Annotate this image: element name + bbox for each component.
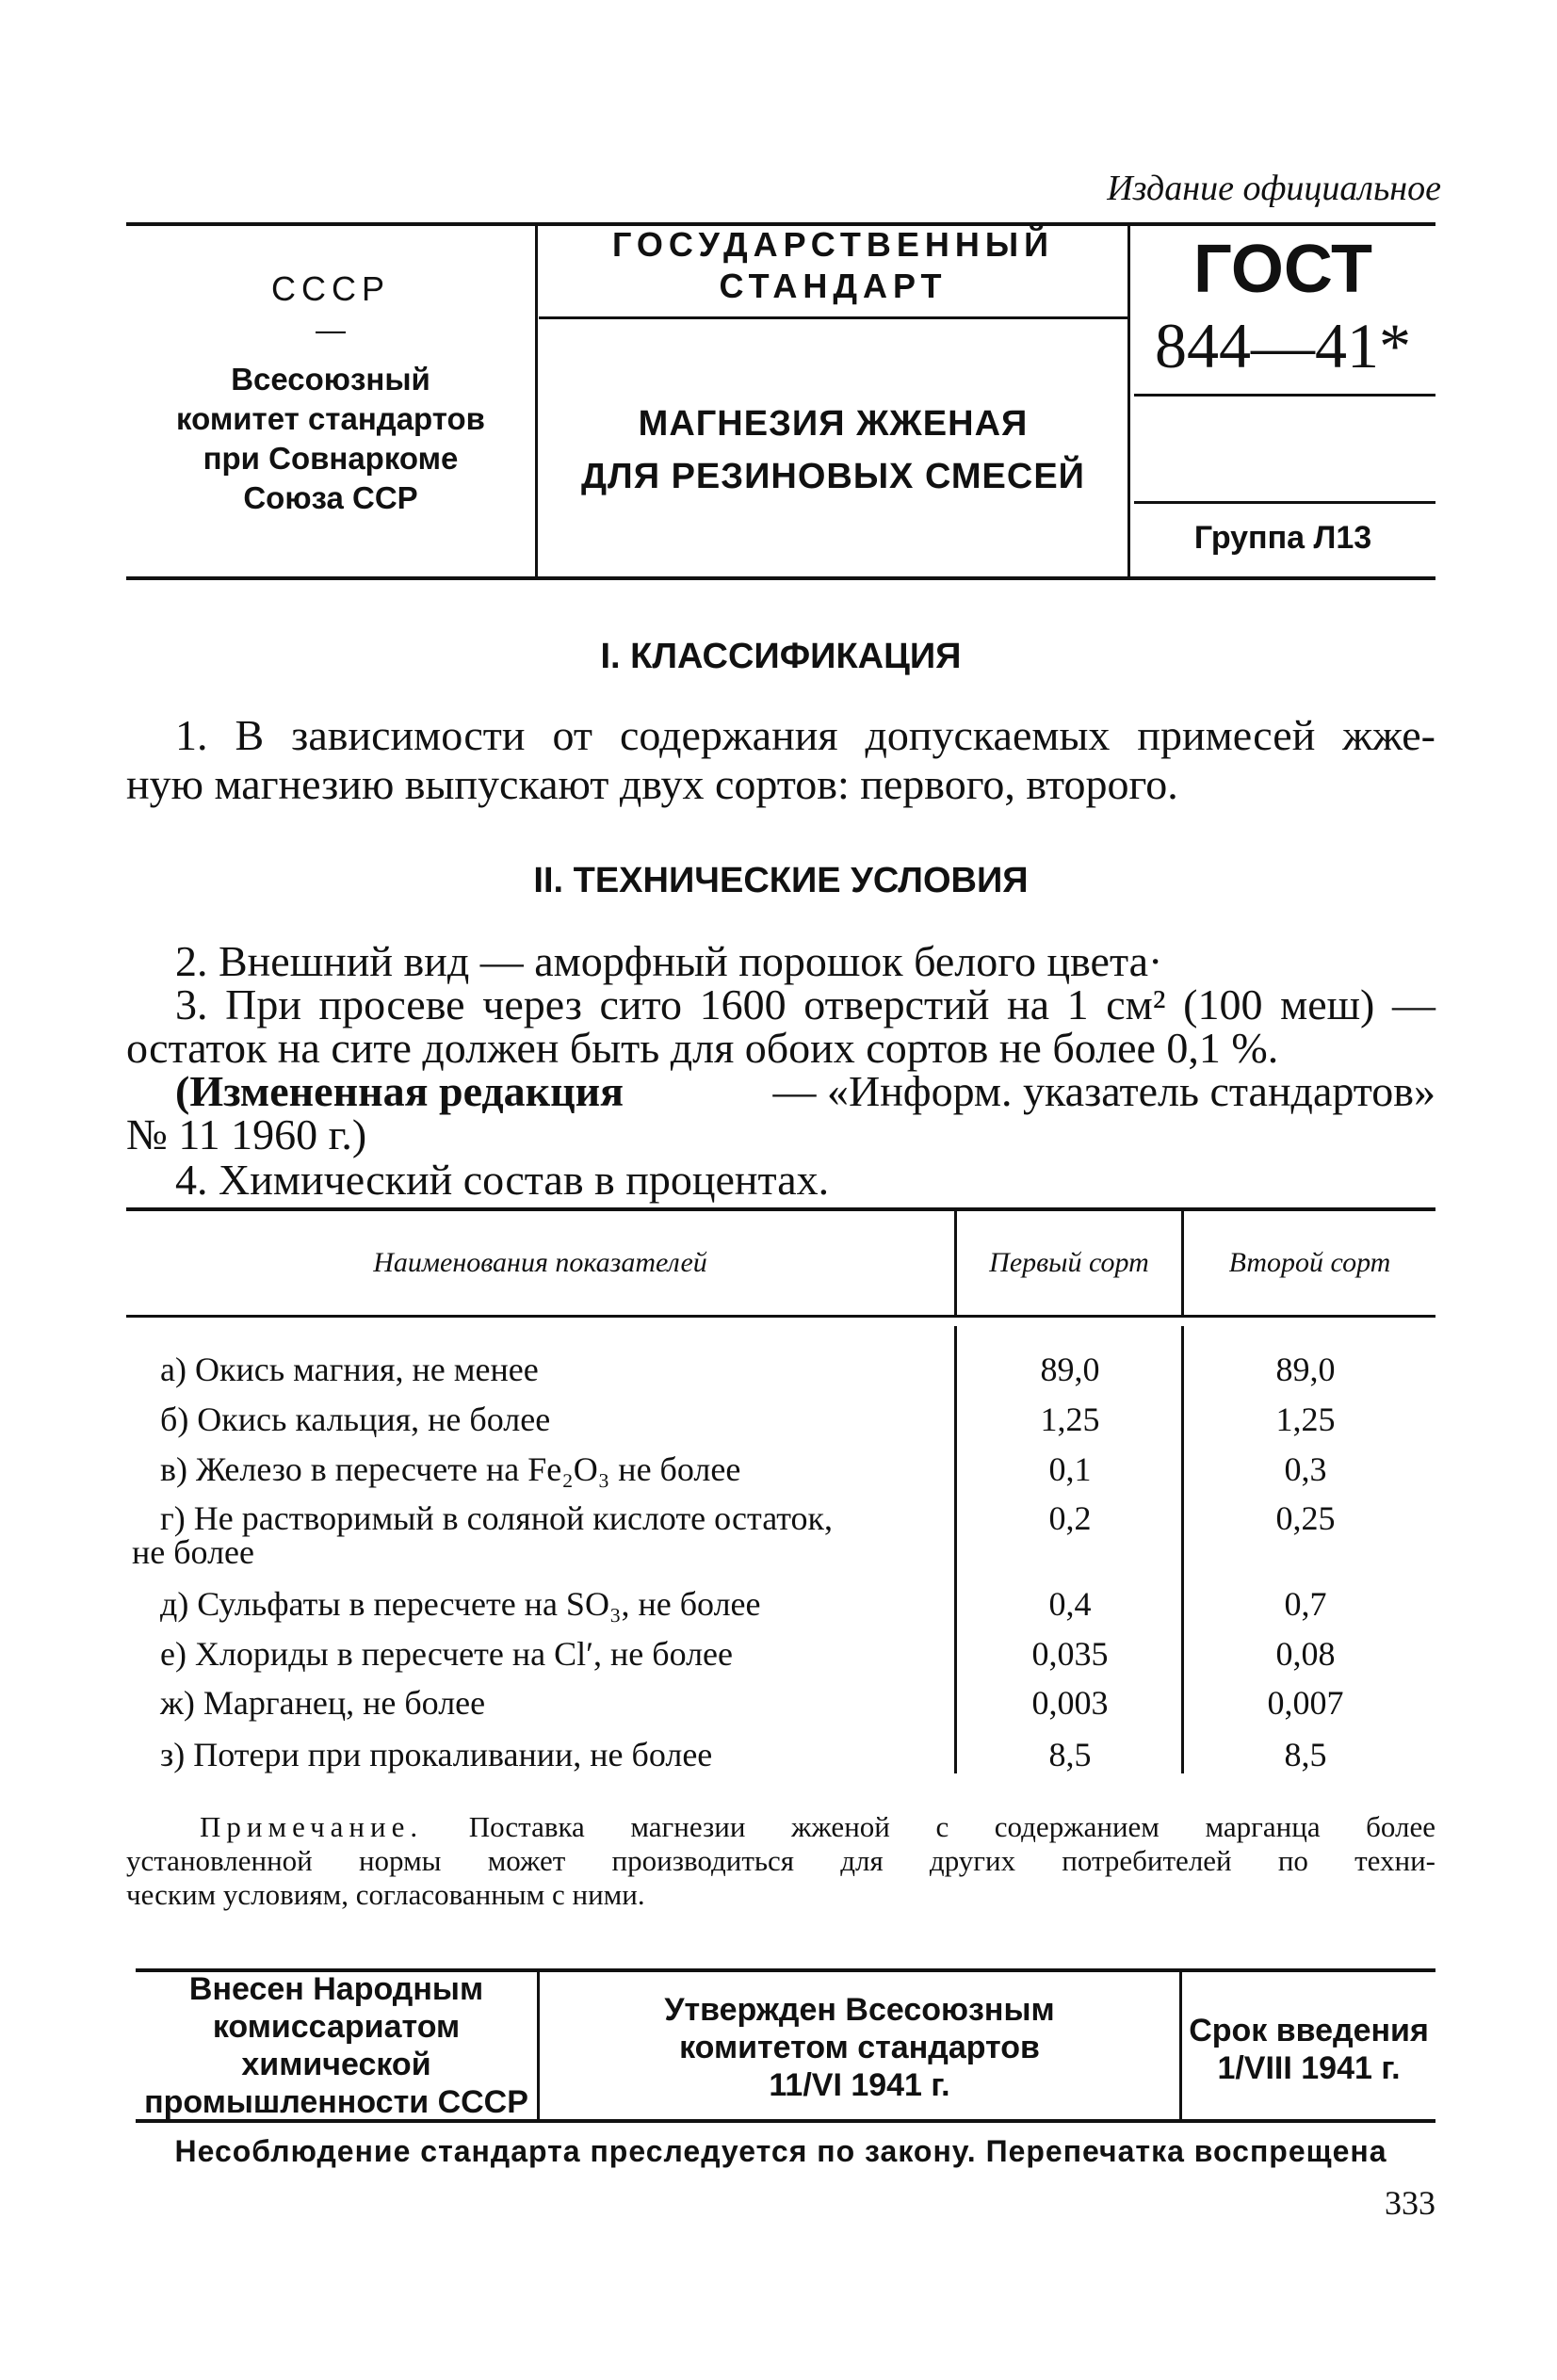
note <box>126 1810 1435 1912</box>
gost-label: ГОСТ <box>1192 232 1373 307</box>
table-cell-first: 0,1 <box>1048 1450 1092 1488</box>
page-number: 333 <box>1385 2184 1435 2222</box>
table-row: г) Не растворимый в соляной кислоте остаток, <box>160 1499 834 1537</box>
section2-p4: 4. Химический состав в процентах. <box>175 1156 830 1204</box>
header-mid-rule <box>539 316 1127 319</box>
title-line: МАГНЕЗИЯ ЖЖЕНАЯ <box>638 404 1029 444</box>
note-line: ческим условиям, согласованным с ними. <box>126 1878 645 1911</box>
table-cell-second: 0,25 <box>1275 1499 1336 1537</box>
amendment-bold: (Измененная редакция <box>175 1067 624 1115</box>
table-row: з) Потери при прокаливании, не более <box>160 1736 713 1773</box>
table-cell-first: 0,035 <box>1031 1635 1109 1673</box>
table-cell-first: 0,2 <box>1048 1499 1092 1537</box>
footer-approved <box>540 1991 1179 2104</box>
org-line: Всесоюзный <box>231 362 430 397</box>
section2-amendment-line2: № 11 1960 г.) <box>126 1110 367 1158</box>
table-cell-second: 0,7 <box>1284 1585 1327 1623</box>
footer-effective <box>1182 2012 1435 2087</box>
section1-para-line: ную магнезию выпускают двух сортов: первого, второго. <box>126 760 1178 808</box>
org-name <box>126 360 535 518</box>
note-text: Поставка магнезии жженой с содержанием марганца более <box>468 1810 1436 1843</box>
table-row: ж) Марганец, не более <box>160 1684 486 1722</box>
section2-heading: II. ТЕХНИЧЕСКИЕ УСЛОВИЯ <box>533 861 1029 900</box>
header-divider-left <box>535 226 538 576</box>
group-label: Группа Л13 <box>1193 520 1372 556</box>
standard-type-line: СТАНДАРТ <box>719 267 948 305</box>
section1-heading: I. КЛАССИФИКАЦИЯ <box>600 637 962 676</box>
table-top-rule <box>126 1207 1435 1211</box>
section2-amendment <box>175 1068 1435 1115</box>
org-top: СССР <box>270 269 390 308</box>
standard-title <box>539 397 1127 503</box>
table-cell-first: 0,4 <box>1048 1585 1092 1623</box>
table-cell-first: 89,0 <box>1040 1351 1100 1388</box>
org-line: Союза ССР <box>243 480 418 515</box>
table-row: а) Окись магния, не менее <box>160 1351 539 1388</box>
introduced-line: химической <box>241 2047 431 2082</box>
introduced-line: промышленности СССР <box>144 2084 528 2120</box>
effective-line: Срок введения <box>1189 2013 1429 2048</box>
legal-notice: Несоблюдение стандарта преследуется по закону. Перепечатка воспрещена <box>174 2134 1387 2168</box>
table-header-second: Второй сорт <box>1228 1247 1391 1278</box>
table-cell-first: 0,003 <box>1031 1684 1109 1722</box>
edition-label: Издание официальное <box>1107 169 1441 208</box>
table-row: в) Железо в пересчете на Fe₂O₃ не более <box>160 1450 741 1488</box>
gost-rule-1 <box>1134 394 1435 397</box>
table-cell-second: 89,0 <box>1275 1351 1336 1388</box>
table-cell-second: 8,5 <box>1284 1736 1327 1773</box>
table-cell-second: 0,3 <box>1284 1450 1327 1488</box>
title-line: ДЛЯ РЕЗИНОВЫХ СМЕСЕЙ <box>580 457 1085 496</box>
note-lead: Примечание. <box>200 1810 424 1843</box>
section2-p3-line: остаток на сите должен быть для обоих сортов не более 0,1 %. <box>126 1024 1279 1072</box>
section2-p2: 2. Внешний вид — аморфный порошок белого цвета· <box>175 937 1163 985</box>
table-cell-second: 0,007 <box>1267 1684 1344 1722</box>
standard-type-line: ГОСУДАРСТВЕННЫЙ <box>611 225 1054 264</box>
gost-rule-2 <box>1134 501 1435 504</box>
table-header-name: Наименования показателей <box>373 1247 707 1278</box>
org-dash: — <box>316 313 346 347</box>
amendment-rest: — «Информ. указатель стандартов» <box>772 1067 1435 1115</box>
table-cell-second: 1,25 <box>1275 1400 1336 1438</box>
section2-p3-line: 3. При просеве через сито 1600 отверстий на 1 см² (100 меш) — <box>175 980 1435 1028</box>
org-line: при Совнаркоме <box>203 441 459 476</box>
gost-number: 844—41* <box>1155 310 1411 381</box>
approved-line: Утвержден Всесоюзным <box>664 1992 1055 2028</box>
note-line <box>126 1810 1435 1844</box>
table-cell-first: 1,25 <box>1040 1400 1100 1438</box>
table-header-first: Первый сорт <box>989 1247 1149 1278</box>
table-cell-second: 0,08 <box>1275 1635 1336 1673</box>
table-header-rule <box>126 1315 1435 1318</box>
standard-type <box>539 224 1127 307</box>
effective-line: 1/VIII 1941 г. <box>1217 2050 1401 2086</box>
note-line: установленной нормы может производиться для других потребителей по техни- <box>126 1844 1435 1877</box>
section1-para-line: 1. В зависимости от содержания допускаемых примесей жже- <box>175 711 1435 759</box>
introduced-line: комиссариатом <box>212 2009 461 2045</box>
table-row-cont: не более <box>132 1533 255 1571</box>
org-line: комитет стандартов <box>176 401 485 436</box>
footer-introduced <box>136 1970 537 2121</box>
table-cell-first: 8,5 <box>1048 1736 1092 1773</box>
table-row: б) Окись кальция, не более <box>160 1400 551 1438</box>
introduced-line: Внесен Народным <box>188 1971 484 2007</box>
table-row: д) Сульфаты в пересчете на SO₃, не более <box>160 1585 761 1623</box>
table-row: е) Хлориды в пересчете на Cl′, не более <box>160 1635 734 1673</box>
approved-line: комитетом стандартов <box>679 2030 1040 2065</box>
header-bottom-rule <box>126 576 1435 580</box>
approved-line: 11/VI 1941 г. <box>769 2067 950 2103</box>
